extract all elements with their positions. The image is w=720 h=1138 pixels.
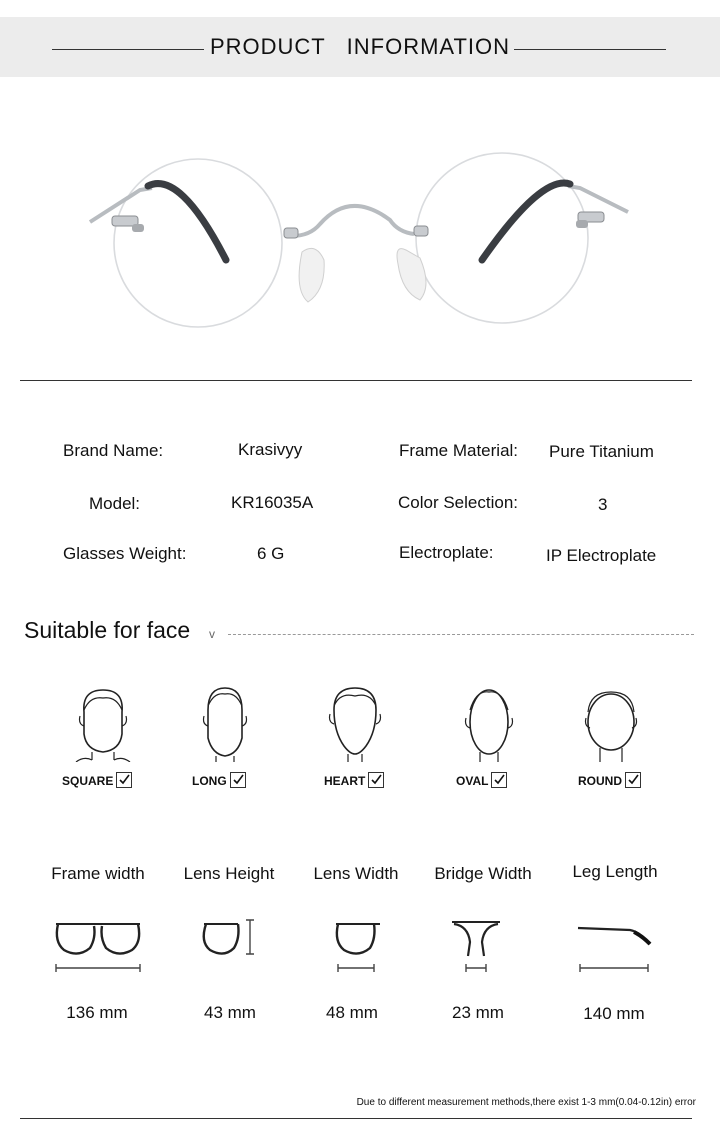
lens-height-icon (198, 912, 262, 976)
spec-model-value: KR16035A (231, 493, 314, 512)
spec-electroplate-label: Electroplate: (399, 543, 494, 562)
leg-length-icon (574, 912, 654, 976)
product-glasses-image (80, 140, 640, 340)
section-divider-top (20, 380, 692, 381)
page-title: PRODUCT INFORMATION (209, 34, 511, 59)
heart-face-icon (310, 682, 400, 762)
check-icon (491, 772, 507, 788)
measure-label-leg-length: Leg Length (572, 862, 658, 881)
face-label-round: ROUND (578, 774, 641, 790)
measure-label-bridge-width: Bridge Width (434, 864, 532, 883)
spec-color-label: Color Selection: (398, 493, 519, 512)
check-icon (368, 772, 384, 788)
oval-face-icon (444, 682, 534, 762)
measure-value-lens-height: 43 mm (204, 1003, 256, 1022)
face-label-heart: HEART (324, 774, 384, 790)
spec-weight-label: Glasses Weight: (63, 544, 187, 563)
check-icon (230, 772, 246, 788)
square-face-icon (58, 682, 148, 762)
measurement-disclaimer: Due to different measurement methods,there exist 1-3 mm(0.04-0.12in) error (356, 1097, 696, 1108)
suitable-for-face-title: Suitable for face (24, 617, 191, 643)
spec-material-value: Pure Titanium (549, 442, 654, 461)
face-label-square: SQUARE (62, 774, 132, 790)
measure-label-lens-height: Lens Height (183, 864, 275, 883)
face-label-long: LONG (192, 774, 246, 790)
face-label-oval: OVAL (456, 774, 507, 790)
spec-material-label: Frame Material: (399, 441, 519, 460)
suitable-marker: v (209, 627, 215, 641)
lens-width-icon (330, 912, 394, 976)
measure-value-leg-length: 140 mm (583, 1004, 645, 1023)
measure-value-frame-width: 136 mm (66, 1003, 128, 1022)
measure-value-lens-width: 48 mm (326, 1003, 378, 1022)
measure-value-bridge-width: 23 mm (452, 1003, 504, 1022)
section-divider-bottom (20, 1118, 692, 1119)
frame-width-icon (50, 912, 146, 976)
measure-label-lens-width: Lens Width (313, 864, 399, 883)
check-icon (116, 772, 132, 788)
suitable-dotted-line (228, 634, 694, 635)
bridge-width-icon (448, 912, 512, 976)
spec-brand-label: Brand Name: (63, 441, 164, 460)
spec-brand-value: Krasivyy (238, 440, 303, 459)
long-face-icon (180, 682, 270, 762)
spec-weight-value: 6 G (257, 544, 285, 563)
check-icon (625, 772, 641, 788)
spec-model-label: Model: (89, 494, 141, 513)
spec-electroplate-value: IP Electroplate (546, 546, 657, 565)
spec-color-value: 3 (598, 495, 608, 514)
round-face-icon (566, 682, 656, 762)
measure-label-frame-width: Frame width (51, 864, 145, 883)
